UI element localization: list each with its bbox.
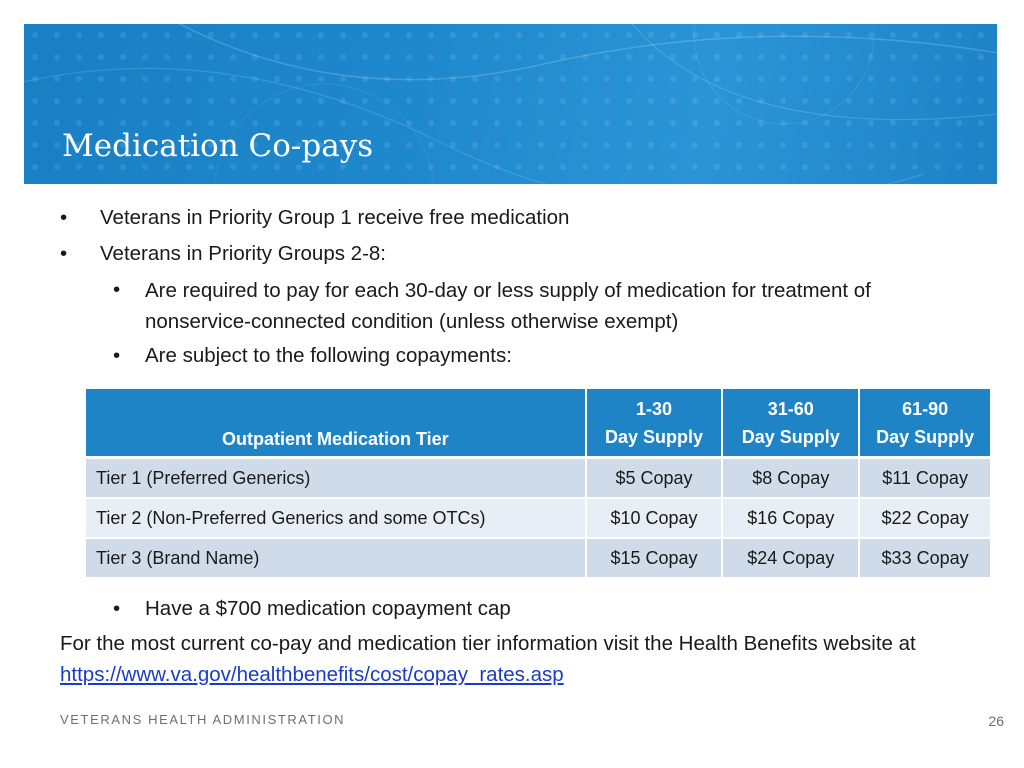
footnote-text: For the most current co-pay and medication tier information visit the Health Benefits website at xyxy=(60,632,916,655)
title-banner xyxy=(24,24,997,184)
bullet-list xyxy=(60,203,980,371)
table-cell: Tier 3 (Brand Name) xyxy=(86,538,586,578)
sub-bullet-text: Are required to pay for each 30-day or less supply of medication for treatment of nonservice-connected condition (unless otherwise exempt) xyxy=(145,279,871,333)
table-cell: $10 Copay xyxy=(586,498,723,538)
slide-title: Medication Co-pays xyxy=(62,128,374,164)
sub-bullet-text: Are subject to the following copayments: xyxy=(145,344,512,367)
table-cell: $8 Copay xyxy=(722,458,859,499)
bullet-item xyxy=(60,203,980,233)
footnote xyxy=(60,628,980,690)
bullet-dot-icon: • xyxy=(60,206,68,229)
table-cell: $22 Copay xyxy=(859,498,990,538)
column-header-61-90: 61-90 Day Supply xyxy=(859,389,990,458)
table-cell: $16 Copay xyxy=(722,498,859,538)
sub-bullet-item xyxy=(105,341,980,371)
bullet-text: Veterans in Priority Groups 2-8: xyxy=(100,242,386,265)
bullet-text: Veterans in Priority Group 1 receive free medication xyxy=(100,206,570,229)
table-cell: Tier 2 (Non-Preferred Generics and some OTCs) xyxy=(86,498,586,538)
bullet-dot-icon: • xyxy=(113,344,121,367)
sub-bullet-item xyxy=(105,594,511,624)
copay-rates-link[interactable]: https://www.va.gov/healthbenefits/cost/copay_rates.asp xyxy=(60,663,564,686)
table-cell: $5 Copay xyxy=(586,458,723,499)
column-header-31-60: 31-60 Day Supply xyxy=(722,389,859,458)
sub-bullet-item xyxy=(105,275,945,337)
bullet-dot-icon: • xyxy=(60,242,68,265)
bullet-item xyxy=(60,239,980,269)
column-header-1-30: 1-30 Day Supply xyxy=(586,389,723,458)
table-row xyxy=(86,538,990,578)
column-header-tier: Outpatient Medication Tier xyxy=(86,389,586,458)
copay-table xyxy=(86,389,990,579)
table-cell: $11 Copay xyxy=(859,458,990,499)
table-cell: $33 Copay xyxy=(859,538,990,578)
table-row xyxy=(86,498,990,538)
table-cell: $15 Copay xyxy=(586,538,723,578)
footer-organization-label: VETERANS HEALTH ADMINISTRATION xyxy=(60,712,346,727)
table-row xyxy=(86,458,990,499)
bullet-dot-icon: • xyxy=(113,278,121,301)
table-cell: Tier 1 (Preferred Generics) xyxy=(86,458,586,499)
sub-bullet-text: Have a $700 medication copayment cap xyxy=(145,597,511,620)
table-header-row xyxy=(86,389,990,458)
page-number: 26 xyxy=(988,713,1004,729)
bullet-dot-icon: • xyxy=(113,597,121,620)
table-cell: $24 Copay xyxy=(722,538,859,578)
